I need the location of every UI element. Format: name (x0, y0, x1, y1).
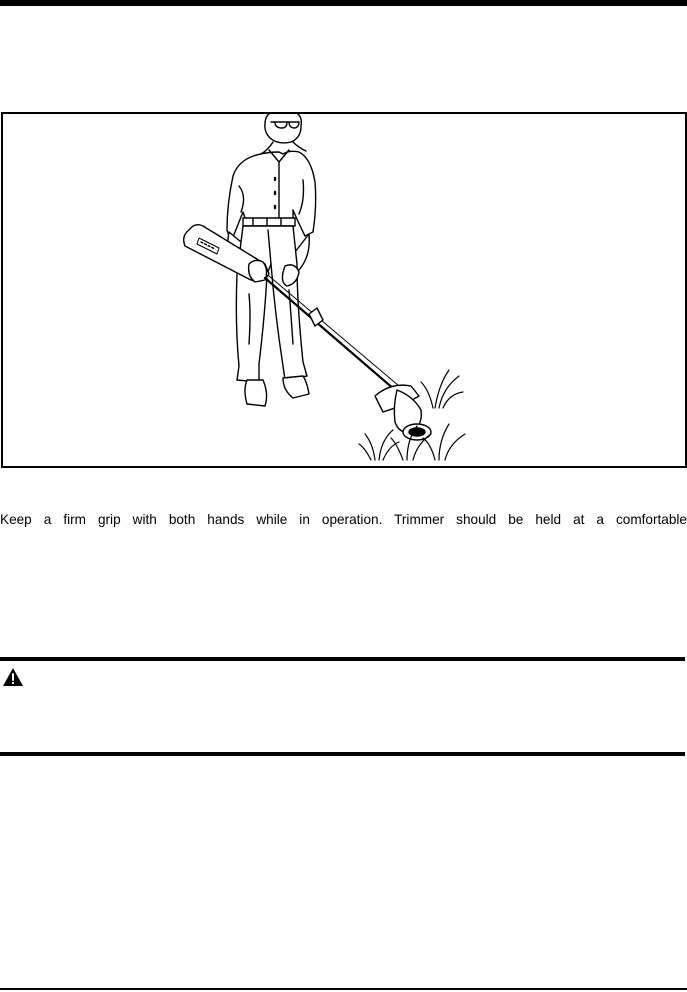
trimmer-operator-illustration (3, 114, 685, 466)
warning-triangle-icon (2, 667, 24, 687)
bottom-rule (0, 988, 687, 990)
top-rule (0, 0, 687, 6)
warning-rule-bottom (0, 752, 685, 756)
operator-figure (1, 112, 687, 468)
operation-paragraph: Keep a firm grip with both hands while in operation. Trimmer should be held at a comfortable (0, 512, 687, 527)
warning-rule-top (0, 657, 685, 661)
